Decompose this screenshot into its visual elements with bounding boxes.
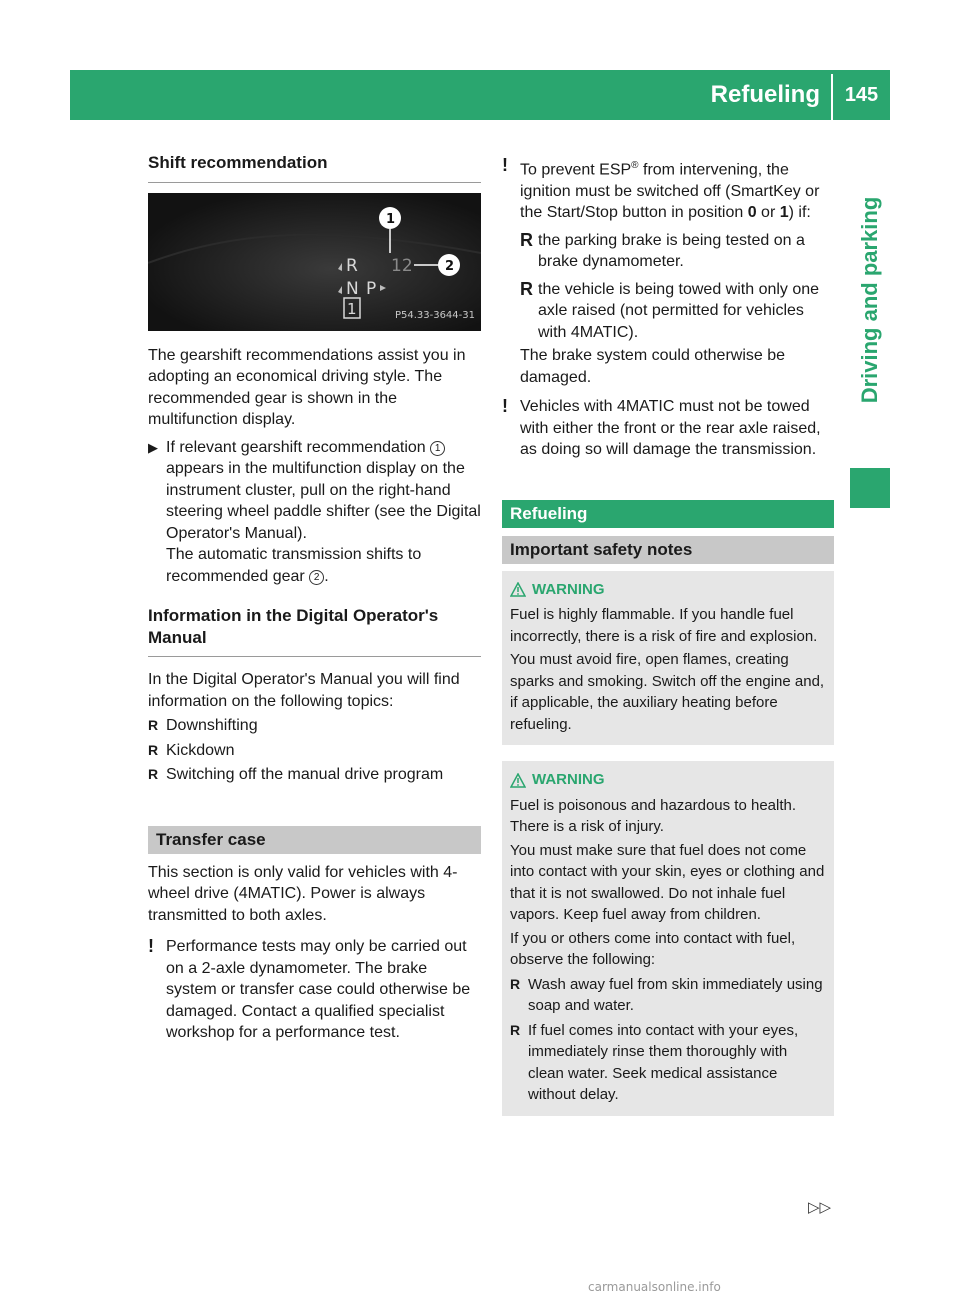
current-gear-label: 12 xyxy=(391,255,413,276)
transfer-note xyxy=(148,936,481,1044)
bullet-icon: R xyxy=(148,766,159,782)
list-item xyxy=(148,740,481,762)
bullet-icon: R xyxy=(148,741,159,758)
esp-end: ) if: xyxy=(788,204,811,222)
side-chapter-tab xyxy=(850,150,890,450)
transfer-case-heading: Transfer case xyxy=(156,829,266,849)
esp-note-text-a: To prevent ESP xyxy=(520,161,632,179)
side-chapter-label: Driving and parking xyxy=(857,196,882,404)
page-number: 145 xyxy=(844,84,879,106)
warning-text: You must make sure that fuel does not come into contact with your skin, eyes or clothing and that it is not swallowed. Do not inhale fuel vapors. Keep fuel away from children. xyxy=(510,841,825,924)
transfer-note-text: Performance tests may only be carried out on a 2-axle dynamometer. The brake system or transfer case could otherwise be damaged. Contact a qualified specialist workshop for a performance test. xyxy=(166,938,471,1041)
continued-arrow-icon: ▷▷ xyxy=(808,1199,832,1216)
caution-icon: ! xyxy=(502,155,508,175)
shift-step-text-b: appears in the multifunction display on the instrument cluster, pull on the right-hand steering wheel paddle shifter (see the Digital Operator's Manual). xyxy=(166,460,481,542)
warning-text: Fuel is highly flammable. If you handle fuel incorrectly, there is a risk of fire and explosion. xyxy=(510,606,818,645)
warning-box-flammable xyxy=(502,571,834,746)
list-item xyxy=(510,974,826,1017)
position-1: 1 xyxy=(779,204,789,222)
tow-note xyxy=(502,396,834,461)
bullet-icon: R xyxy=(520,278,533,299)
safety-notes-heading: Important safety notes xyxy=(510,539,693,559)
warning-label: WARNING xyxy=(532,580,605,598)
bullet-icon: R xyxy=(510,1021,521,1038)
callout-1: 1 xyxy=(386,211,396,227)
warning-text: You must avoid fire, open flames, creating sparks and smoking. Switch off the engine and, if applicable, the auxiliary heating before refueling. xyxy=(510,651,825,733)
esp-item-towing: the vehicle is being towed with only one axle raised (not permitted for vehicles with 4MATIC). xyxy=(538,280,820,341)
callout-2-icon: 2 xyxy=(309,570,324,585)
warning-triangle-icon xyxy=(510,582,526,597)
caution-icon: ! xyxy=(502,396,508,417)
info-item-switching-off: Switching off the manual drive program xyxy=(166,766,444,783)
warning-text: Fuel is poisonous and hazardous to health. There is a risk of injury. xyxy=(510,796,797,836)
position-0: 0 xyxy=(747,204,757,222)
list-item xyxy=(510,1020,826,1106)
list-item xyxy=(148,764,481,786)
shift-step-text-a: If relevant gearshift recommendation xyxy=(166,438,426,456)
shift-intro-text: The gearshift recommendations assist you in adopting an economical driving style. The recommended gear is shown in the multifunction display. xyxy=(148,346,466,428)
callout-2: 2 xyxy=(445,258,455,274)
arrow-icon: ▶ xyxy=(148,439,158,455)
bullet-icon: R xyxy=(510,975,521,992)
info-item-downshifting: Downshifting xyxy=(166,717,258,734)
gear-r-label: R xyxy=(346,255,358,276)
refueling-heading: Refueling xyxy=(510,503,588,523)
gear-n-label: N xyxy=(346,278,359,299)
registered-mark: ® xyxy=(631,160,639,171)
list-item xyxy=(520,230,834,273)
warning-header xyxy=(510,769,826,791)
figure-code: P54.33-3644-31 xyxy=(394,310,475,321)
shift-step-text-c: The automatic transmission shifts to recommended gear xyxy=(166,546,422,585)
warning-triangle-icon xyxy=(510,773,526,788)
right-column xyxy=(502,155,834,1116)
tow-note-text: Vehicles with 4MATIC must not be towed with either the front or the rear axle raised, as doing so will damage the transmission. xyxy=(520,398,821,459)
shift-figure xyxy=(148,193,481,331)
header-title: Refueling xyxy=(710,81,820,108)
caution-icon: ! xyxy=(148,936,154,956)
esp-item-dynamometer: the parking brake is being tested on a brake dynamometer. xyxy=(538,231,805,271)
callout-1-icon: 1 xyxy=(430,441,445,456)
list-item xyxy=(148,715,481,737)
left-column xyxy=(148,152,481,1044)
shift-step-end: . xyxy=(324,567,329,585)
esp-note-text-b: from intervening, the ignition must be switched off (SmartKey or the Start/Stop button in position xyxy=(520,161,820,222)
transfer-text: This section is only valid for vehicles with 4-wheel drive (4MATIC). Power is always transmitted to both axles. xyxy=(148,863,458,924)
refueling-band xyxy=(502,500,834,528)
gear-p-label: P xyxy=(366,278,377,299)
info-heading: Information in the Digital Operator's Manual xyxy=(148,605,481,657)
warning-header xyxy=(510,579,826,601)
list-item xyxy=(520,279,834,344)
warning-box-poisonous xyxy=(502,761,834,1116)
esp-or: or xyxy=(756,204,780,222)
shift-step xyxy=(148,437,481,588)
transfer-case-band xyxy=(148,826,481,854)
bullet-icon: R xyxy=(520,229,533,250)
warning-text: If you or others come into contact with fuel, observe the following: xyxy=(510,929,796,969)
esp-note xyxy=(502,155,834,388)
shift-recommendation-heading: Shift recommendation xyxy=(148,152,481,183)
page-header xyxy=(70,70,890,120)
info-text: In the Digital Operator's Manual you will find information on the following topics: xyxy=(148,671,460,710)
esp-after-text: The brake system could otherwise be damaged. xyxy=(520,347,786,386)
info-item-kickdown: Kickdown xyxy=(166,741,235,759)
recommended-gear-label: 1 xyxy=(347,299,357,318)
safety-notes-band xyxy=(502,536,834,564)
watermark: carmanualsonline.info xyxy=(588,1280,721,1294)
bullet-icon: R xyxy=(148,717,159,733)
warning-item-eyes: If fuel comes into contact with your eyes, immediately rinse them thoroughly with clean water. Seek medical assistance without delay. xyxy=(528,1021,799,1104)
warning-label: WARNING xyxy=(532,771,605,789)
side-chapter-marker xyxy=(850,468,890,508)
warning-item-skin: Wash away fuel from skin immediately using soap and water. xyxy=(528,975,823,1015)
